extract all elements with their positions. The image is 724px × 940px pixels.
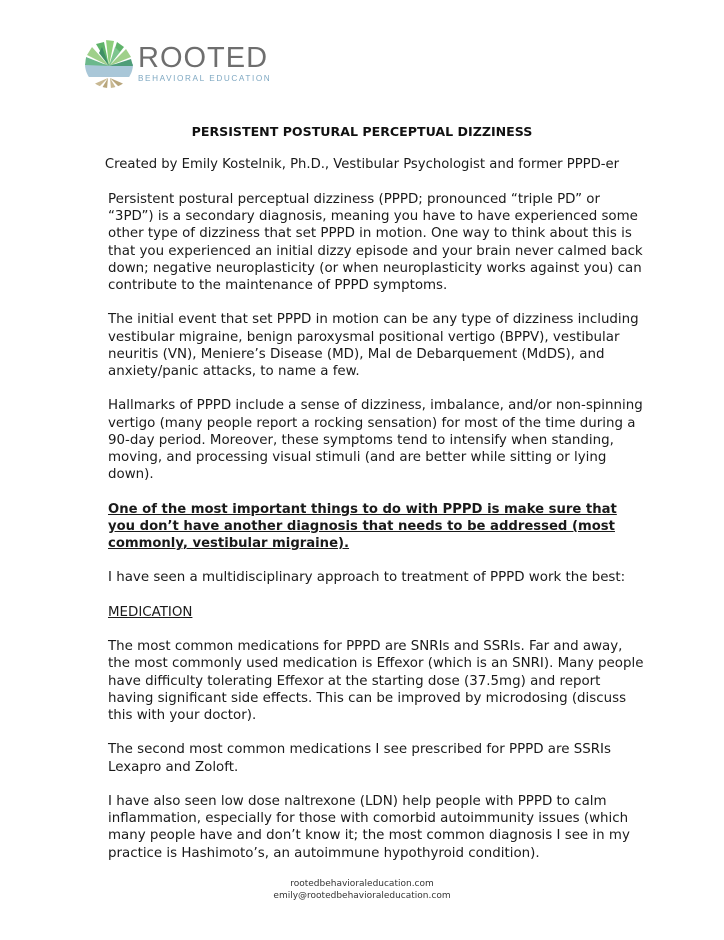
paragraph-medication-ldn: I have also seen low dose naltrexone (LDN) help people with PPPD to calm inflammation, especially for those with comorbid autoimmunity issues (which many people have and don’t know it; the most common diagnosis I see in my practice is Hashimoto’s, an autoimmune hypothyroid condition).: [108, 793, 630, 861]
emphasis-note: One of the most important things to do with PPPD is make sure that you don’t have another diagnosis that needs to be addressed (most commonly, vestibular migraine).: [108, 501, 617, 552]
section-heading-medication: MEDICATION: [108, 604, 193, 620]
paragraph-initial-event: The initial event that set PPPD in motion can be any type of dizziness including vestibular migraine, benign paroxysmal positional vertigo (BPPV), vestibular neuritis (VN), Meniere’s Disease (MD), Mal de Debarquement (MdDS), and anxiety/panic attacks, to name a few.: [108, 312, 639, 380]
document-title: PERSISTENT POSTURAL PERCEPTUAL DIZZINESS: [191, 124, 533, 139]
tree-roots-logo-icon: [84, 38, 134, 90]
paragraph-medication-common: The most common medications for PPPD are SNRIs and SSRIs. Far and away, the most commonly used medication is Effexor (which is an SNRI). Many people have difficulty tolerating Effexor at the starting dose (37.5mg) and report having significant side effects. This can be improved by microdosing (discuss this with your doctor).: [108, 639, 644, 723]
footer-website: rootedbehavioraleducation.com: [290, 879, 434, 889]
paragraph-medication-second: The second most common medications I see prescribed for PPPD are SSRIs Lexapro and Zoloft.: [108, 742, 611, 775]
footer-email: emily@rootedbehavioraleducation.com: [273, 891, 451, 901]
brand-subtitle: BEHAVIORAL EDUCATION: [138, 74, 272, 83]
document-body: [108, 191, 648, 879]
brand-logo: [84, 38, 271, 90]
author-byline: Created by Emily Kostelnik, Ph.D., Vestibular Psychologist and former PPPD-er: [104, 157, 620, 172]
paragraph-hallmarks: Hallmarks of PPPD include a sense of dizziness, imbalance, and/or non-spinning vertigo (many people report a rocking sensation) for most of the time during a 90-day period. Moreover, these symptoms tend to intensify when standing, moving, and processing visual stimuli (and are better while sitting or lying down).: [108, 398, 643, 483]
brand-name: ROOTED: [138, 42, 269, 74]
footer: [0, 878, 724, 902]
paragraph-pppd-definition: Persistent postural perceptual dizziness (PPPD; pronounced “triple PD” or “3PD”) is a secondary diagnosis, meaning you have to have experienced some other type of dizziness that set PPPD in motion. One way to think about this is that you experienced an initial dizzy episode and your brain never calmed back down; negative neuroplasticity (or when neuroplasticity works against you) can contribute to the maintenance of PPPD symptoms.: [108, 192, 643, 294]
paragraph-treatment-intro: I have seen a multidisciplinary approach to treatment of PPPD work the best:: [108, 570, 626, 586]
